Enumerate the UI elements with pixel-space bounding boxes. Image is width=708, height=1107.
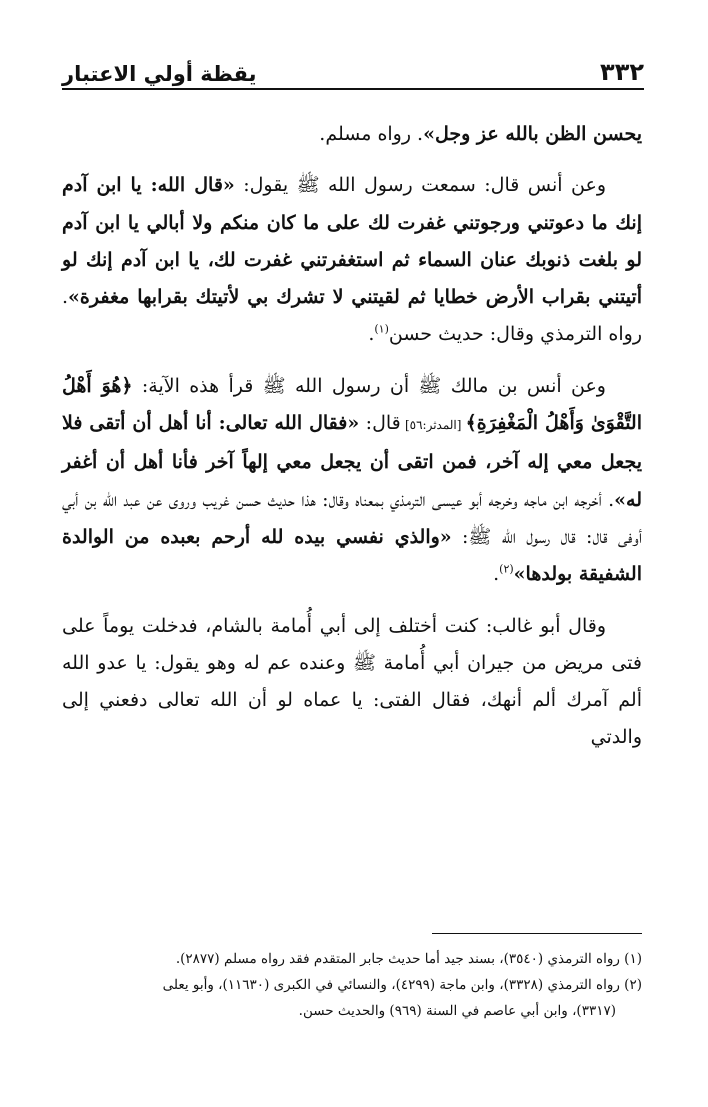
paragraph-1: [62, 116, 642, 153]
narration-intro: وعن أنس بن مالك ﷺ أن رسول الله ﷺ قرأ هذه الآية:: [132, 374, 606, 397]
narration-intro: وعن أنس قال: سمعت رسول الله ﷺ يقول:: [234, 174, 606, 197]
paragraph-4: [62, 608, 642, 757]
sentence-end: .: [493, 563, 500, 586]
footnote-2-continuation: (٣٣١٧)، وابن أبي عاصم في السنة (٩٦٩) والحديث حسن.: [298, 1003, 616, 1019]
page-header: [62, 48, 644, 86]
narration-mid: قال:: [359, 412, 401, 435]
narration-note: . رواه مسلم.: [319, 123, 424, 145]
quran-ayah: ﴿هُوَ أَهْلُ التَّقْوَىٰ وَأَهْلُ الْمَغْفِرَةِ﴾: [62, 374, 642, 435]
footnote-ref-2[interactable]: (٢): [499, 562, 514, 576]
hadith-text: يحسن الظن بالله عز وجل»: [423, 123, 642, 145]
paragraph-2: [62, 167, 642, 353]
running-title: يقظة أولي الاعتبار: [62, 62, 257, 86]
footnote-text: رواه الترمذي (٣٣٢٨)، وابن ماجة (٤٢٩٩)، والنسائي في الكبرى (١١٦٣٠)، وأبو يعلى: [162, 977, 620, 993]
hadith-text-2: «والذي نفسي بيده لله أرحم بعبده من الوالدة الشفيقة بولدها»: [62, 525, 642, 586]
narration-note: . أخرجه ابن ماجه وخرجه أبو عيسى الترمذي بمعناه وقال: هذا حديث حسن غريب وروى عن عبد الله بن أبي أوفى قال: قال رسول الله ﷺ:: [62, 488, 642, 548]
sentence-end: .: [368, 323, 375, 346]
footnote-text: رواه الترمذي (٣٥٤٠)، بسند جيد أما حديث جابر المتقدم فقد رواه مسلم (٢٨٧٧).: [175, 951, 620, 967]
header-rule: [62, 88, 644, 90]
footnotes: [62, 946, 642, 1024]
main-text: [62, 116, 642, 771]
footnote-rule: [432, 933, 642, 934]
page-number: ٣٣٢: [600, 58, 644, 86]
footnote-2: [62, 972, 642, 998]
paragraph-3: [62, 368, 642, 594]
hadith-text: «قال الله: يا ابن آدم إنك ما دعوتني ورجوتني غفرت لك على ما كان منكم ولا أبالي يا ابن آدم لو بلغت ذنوبك عنان السماء ثم استغفرتني غفرت لك، يا ابن آدم إنك لو أتيتني بقراب الأرض خطايا ثم لقيتني لا تشرك بي لأتيتك بقرابها مغفرة»: [62, 174, 642, 309]
hadith-text: «فقال الله تعالى: أنا أهل أن أتقى فلا يجعل معي إله آخر، فمن اتقى أن يجعل معي إلهاً آخر فأنا أهل أن أغفر له»: [62, 412, 642, 511]
narration-text: وقال أبو غالب: كنت أختلف إلى أبي أُمامة بالشام، فدخلت يوماً على فتى مريض من جيران أبي أُمامة ﷺ وعنده عم له وهو يقول: يا عدو الله ألم آمرك ألم أنهك، فقال الفتى: يا عماه لو أن الله تعالى دفعني إلى والدتي: [62, 614, 642, 749]
footnote-1: [62, 946, 642, 972]
footnote-number: (٢): [624, 977, 642, 993]
footnote-number: (١): [624, 951, 642, 967]
narration-note: . رواه الترمذي وقال: حديث حسن: [62, 286, 642, 346]
footnote-ref-1[interactable]: (١): [374, 323, 389, 337]
ayah-reference: [المدثر:٥٦]: [400, 418, 466, 433]
